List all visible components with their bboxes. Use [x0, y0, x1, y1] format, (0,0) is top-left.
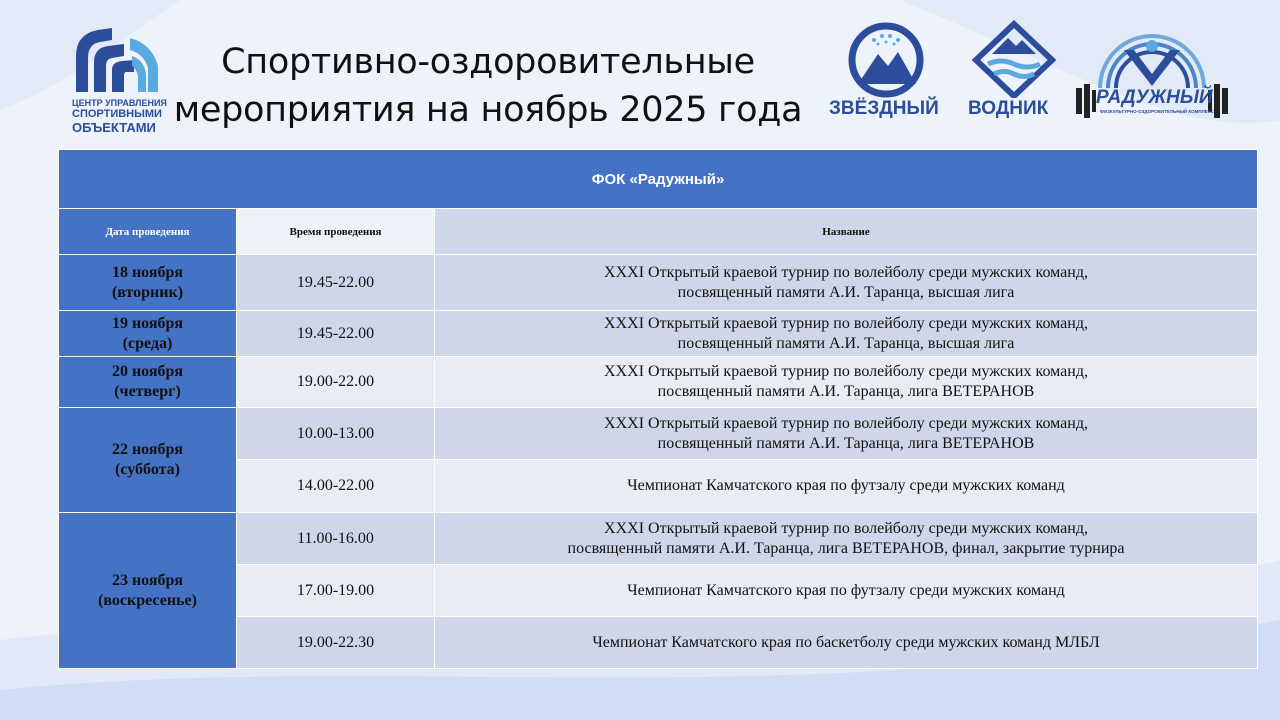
time-cell: 17.00-19.00	[237, 565, 435, 617]
time-cell: 19.00-22.30	[237, 617, 435, 669]
name-line2: посвященный памяти А.И. Таранца, лига ВЕТЕРАНОВ	[657, 434, 1035, 452]
page-title-line1: Спортивно-оздоровительные	[221, 42, 755, 82]
header-date: Дата проведения	[59, 209, 237, 255]
time-cell: 19.00-22.00	[237, 357, 435, 408]
date-day: 23 ноября	[111, 571, 184, 589]
date-day: 20 ноября	[111, 363, 184, 380]
date-weekday: (среда)	[122, 334, 173, 352]
time-cell: 11.00-16.00	[237, 513, 435, 565]
date-weekday: (суббота)	[115, 461, 180, 478]
schedule-table	[58, 149, 1258, 669]
cuso-line2: СПОРТИВНЫМИ	[72, 108, 162, 120]
venue-title: ФОК «Радужный»	[59, 150, 1258, 209]
name-cell	[435, 513, 1258, 565]
time-cell: 19.45-22.00	[237, 311, 435, 357]
table-row	[59, 565, 1258, 617]
zvezdny-label: ЗВЁЗДНЫЙ	[829, 98, 939, 119]
date-weekday: (вторник)	[111, 283, 184, 301]
vodnik-logo	[964, 20, 1064, 124]
vodnik-label: ВОДНИК	[968, 98, 1049, 119]
header-time: Время проведения	[237, 209, 435, 255]
cuso-line1: ЦЕНТР УПРАВЛЕНИЯ	[72, 98, 167, 108]
page-title-line2: мероприятия на ноябрь 2025 года	[173, 90, 803, 130]
wave-mountain-icon	[964, 20, 1064, 98]
name-line1: XXXI Открытый краевой турнир по волейболу среди мужских команд,	[604, 414, 1088, 432]
cuso-line3: ОБЪЕКТАМИ	[72, 120, 156, 135]
cuso-logo	[72, 26, 167, 135]
name-cell	[435, 311, 1258, 357]
raduzhny-label: РАДУЖНЫЙ	[1096, 87, 1213, 108]
time-cell: 14.00-22.00	[237, 460, 435, 513]
table-row	[59, 617, 1258, 669]
name-line2: посвященный памяти А.И. Таранца, лига ВЕТЕРАНОВ, финал, закрытие турнира	[567, 539, 1125, 557]
date-cell	[59, 357, 237, 408]
table-row	[59, 311, 1258, 357]
table-row	[59, 357, 1258, 408]
name-line1: XXXI Открытый краевой турнир по волейболу среди мужских команд,	[604, 519, 1088, 537]
date-day: 18 ноября	[111, 263, 184, 281]
name-line1: XXXI Открытый краевой турнир по волейболу среди мужских команд,	[604, 263, 1088, 281]
name-line1: Чемпионат Камчатского края по футзалу среди мужских команд	[627, 581, 1065, 599]
cuso-emblem-icon	[72, 26, 164, 96]
table-row	[59, 408, 1258, 460]
raduzhny-sub: ФИЗКУЛЬТУРНО-ОЗДОРОВИТЕЛЬНЫЙ КОМПЛЕКС	[1100, 109, 1214, 114]
name-cell	[435, 565, 1258, 617]
table-row	[59, 255, 1258, 311]
name-line1: XXXI Открытый краевой турнир по волейболу среди мужских команд,	[604, 314, 1088, 332]
date-cell	[59, 311, 237, 357]
name-cell	[435, 408, 1258, 460]
table-title-row	[59, 150, 1258, 209]
zvezdny-logo	[828, 22, 944, 124]
date-cell	[59, 255, 237, 311]
time-cell: 19.45-22.00	[237, 255, 435, 311]
table-header-row	[59, 209, 1258, 255]
name-line1: XXXI Открытый краевой турнир по волейболу среди мужских команд,	[604, 363, 1088, 380]
time-cell: 10.00-13.00	[237, 408, 435, 460]
date-weekday: (воскресенье)	[98, 591, 197, 609]
page-title	[168, 38, 808, 134]
date-cell	[59, 513, 237, 669]
name-cell	[435, 617, 1258, 669]
date-day: 22 ноября	[111, 441, 184, 458]
mountain-star-icon	[828, 22, 944, 98]
name-line2: посвященный памяти А.И. Таранца, высшая лига	[677, 283, 1015, 301]
date-day: 19 ноября	[111, 314, 184, 332]
name-line2: посвященный памяти А.И. Таранца, высшая лига	[677, 334, 1015, 352]
date-weekday: (четверг)	[114, 383, 181, 400]
name-cell	[435, 357, 1258, 408]
table-row	[59, 460, 1258, 513]
header-name: Название	[435, 209, 1258, 255]
table-row	[59, 513, 1258, 565]
name-line2: посвященный памяти А.И. Таранца, лига ВЕТЕРАНОВ	[657, 383, 1035, 400]
name-cell	[435, 460, 1258, 513]
name-line1: Чемпионат Камчатского края по баскетболу среди мужских команд МЛБЛ	[592, 633, 1100, 651]
name-line1: Чемпионат Камчатского края по футзалу среди мужских команд	[627, 477, 1065, 494]
name-cell	[435, 255, 1258, 311]
date-cell	[59, 408, 237, 513]
raduzhny-logo	[1074, 30, 1230, 122]
